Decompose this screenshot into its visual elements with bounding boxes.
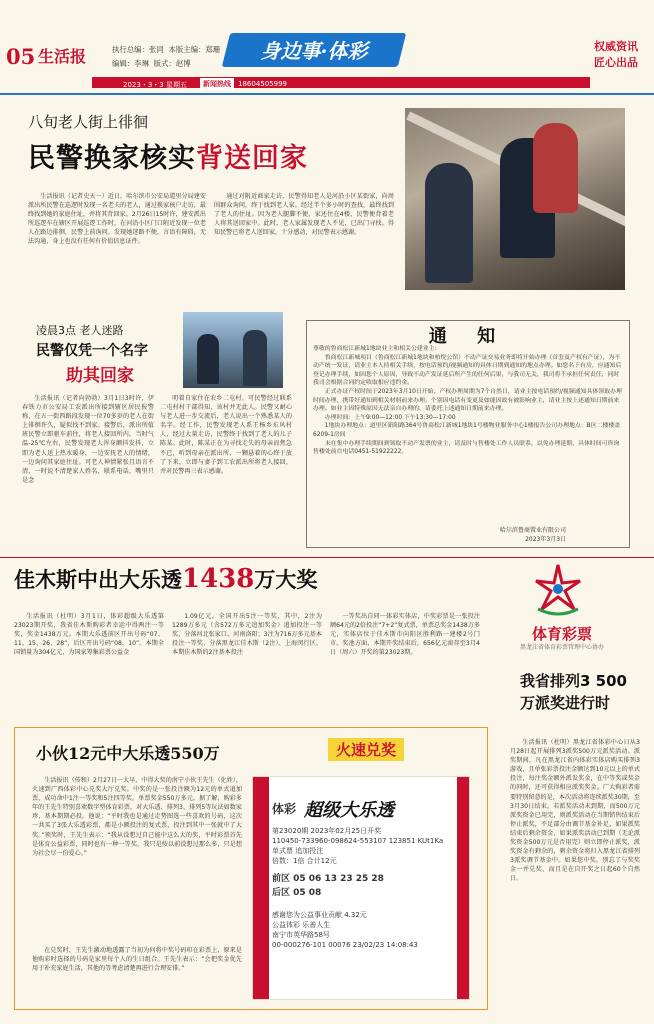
story1-col1: 生活报讯（记者史天一）近日，哈尔滨市公安局道里分局建安派出所民警在巡逻时发现一名老夫的老人，通过换家核户走访，最终找到她的家庭住址，并将其背回家。2月26日15时许，建安派出所巡逻车在辖区开展巡逻工作时，在河沿小区门口附近发现一位老人在路边徘徊，民警上前询问，发现她迷路不便，言语有障碍，无法沟通，身上也没有任何有价值信息证件。 xyxy=(28,193,206,246)
notice-para-2: 正式办证产权时间于2023年3月10日开始，产权办理周期为7个自然日，请业主按电话预约/视频通知具体领取办理时间办理，携带好通知到相关材料前来办理。个别因电话有变更及如能因故有被影响业主，请业主按上述通知日期前来办理。如业主因特殊原因无法亲自办理的，请委托上述通知日期前来办理。 xyxy=(313,388,622,413)
column-banner: 身边事·体彩 xyxy=(260,39,368,63)
notice-place: 1地块办理地点：道里区新阳路364号鲁商松江新城1地块1号楼物业服务中心1楼报告公司办理地点：B区二楼楼盖6209-1房间 xyxy=(313,423,621,438)
notice-date: 2023年3月3日 xyxy=(525,535,567,543)
sidebar-headline: 我省排列3 500万派奖进行时 xyxy=(520,672,627,712)
section-divider xyxy=(0,557,654,558)
ticket-line-7: 感谢您为公益事业贡献 4.32元 xyxy=(272,911,367,919)
notice-title: 通 知 xyxy=(428,326,508,347)
box-col2: 在兑奖时，王先生激动地透露了当初为何将中奖号码印在彩票上，原来是他购彩时选择的号码是家里每个人的生日组合。王先生表示：“会把奖金优先用于补充家庭生活，其他的等考虑清楚再进行合理安排。” xyxy=(32,947,242,973)
hotline-label: 新闻热线 xyxy=(200,78,234,90)
editor-in-charge: 本版主编：郑珊 xyxy=(168,45,221,54)
story1-headline-red: 背送回家 xyxy=(196,143,308,174)
slogan-line-1: 权威资讯 xyxy=(594,40,638,53)
story1-headline-black: 民警换家核实 xyxy=(28,143,196,174)
ticket-brand-2: 超级大乐透 xyxy=(304,800,394,821)
story3-headline-part1: 佳木斯中出大乐透 xyxy=(14,567,182,592)
hotline-number: 18604505999 xyxy=(238,80,287,88)
story3-headline xyxy=(14,564,317,594)
story3-col2: 1.09亿元。全国开出5注一等奖，其中，2注为1289万多元（含572万多元追加奖金）追加投注一等奖，分落河北张家口、河南洛阳；3注为716万多元基本投注一等奖，分落黑龙江佳木斯（2注）、上海闵行区。本期佳木斯的2注基本投注 xyxy=(172,613,322,657)
story1-col2: 通过对附近商家走访，民警得知老人是河沿小区某街家，向周围群众询问，终于找到老人家。经过半个多小时的查找，最终找到了老人的住址。因为老人腿脚不便，家还住在4楼，民警便背着老人将其送回家中。此时，老人家属发现老人不见，已出门寻找。得知民警已将老人送回家，十分感动，对民警表示感谢。 xyxy=(214,193,394,237)
notice-para-3: 未在集中办理手续期间到领取不动产发票的业主，请及时与售楼处工作人员联系，以免办理延期，具体时间可咨询售楼处前台电话0451-51922222。 xyxy=(313,440,620,456)
box-headline: 小伙12元中大乐透550万 xyxy=(36,744,220,763)
story3-headline-part2: 万大奖 xyxy=(254,567,318,592)
story3-headline-red: 1438 xyxy=(182,564,255,594)
slogan xyxy=(594,39,638,71)
ticket-line-10: 00-000276-101 00076 23/02/23 14:08:43 xyxy=(272,941,418,949)
sidebar-body: 生活报讯（杜明）黑龙江省体彩中心日从3月28日起开展排列3派奖500万元派奖活动。派奖期间，凡在黑龙江省内体彩实体店购买排列3游戏，且单张彩票投注金额达到10元以上的单式投注，每注奖金额外派发奖金，在中等奖或奖金的同时，还可获得相应派奖奖金。广大购彩者需要特别留意的是，本次活动将连续派奖30期，至3月30日结束。若派奖活动未到期，而500万元派奖资金已用完，则派奖活动在当期销售结束后停止派奖，不足部分由调节基金补足，如果派奖结束后剩余资金，如果派奖活动已到期（无论派奖资金500万元是否用完）则立即停止派奖，派奖资金有剩余的，剩余资金将归入黑龙江省排列3派奖调节基金中。如果您中奖，别忘了与奖奖金一并兑奖，而且是在自开奖之日起60个自然日。 xyxy=(510,739,640,883)
executive-editor: 执行总编：张同 xyxy=(112,45,164,54)
story2-photo xyxy=(183,312,283,388)
page-number: 05 xyxy=(6,44,36,69)
logo-subtitle: 黑龙江省体育彩票管理中心协办 xyxy=(519,644,604,651)
story3-col3: 一等奖出自同一体彩实体店，中奖彩票是一张投注额64元的2倍投注“7+2”复式票，单票总奖金1438万多元，实体店位于佳木斯市向阳区胜利路一建楼2号门市。奖池方面，本期开奖结束后，656亿元滚存至3月4日（周六）开奖的第23023期。 xyxy=(330,613,480,657)
notice-company: 哈尔滨鲁商置业有限公司 xyxy=(500,527,567,534)
newspaper-brand: 生活报 xyxy=(38,47,87,66)
notice-salutation: 尊敬的鲁商松江新城1地块业主和相关公建业主： xyxy=(313,346,441,352)
story2-col1: 生活报讯（记者向勃勃）3月1日3时许，伊春铁力市公安局工农派出所接到辖区居民报警称，在五一街西路段发现一位70多岁的老人在街上徘徊许久，疑似找不到家。接警后，派出所值班民警立即驱车前往，将老人接回所内。当时气温-25℃左右，民警发现老人浑身颤抖发抖，立即为老人送上热水暖身，一边安抚老人的情绪，一边询问其家庭住址。可老人神情紧张且语言不清，一时说不清楚家人姓名、联系电话，嘴里只是念 xyxy=(22,395,154,484)
story2-kicker: 凌晨3点 老人迷路 xyxy=(36,324,124,337)
ticket-line-9: 南宁市英华路58号 xyxy=(272,931,330,939)
ticket-line-1: 第23020期 2023年02月25日开奖 xyxy=(272,827,382,835)
editor: 编辑：李琳 xyxy=(112,59,149,68)
ticket-brand-1: 体彩 xyxy=(272,802,297,816)
ticket-details xyxy=(272,826,456,950)
story3-col1: 生活报讯（杜明）3月1日，体彩超级大乐透第23023期开奖，我省佳木斯购彩者幸运中得两注一等奖，奖金1438万元。本期大乐透前区开出号码“07、11、15、26、28”，后区开出号码“08、10”。本期全国销量为304亿元，为国家筹集彩票公益金 xyxy=(14,613,164,657)
box-col1: 生活报讯（传和）2月27日一大早，中得大奖的南宁小伙王先生（化姓），火速到广西体彩中心兑奖大厅兑奖。中奖的是一张投注额为12元的单式追加票，成功命中1注一等奖和5注四等奖，单票奖金550万多元。据了解，购彩多年的王先生特别喜欢数字型体育彩票，对大乐透、排列3、排列5等玩法如数家珍，基本期期必投。他说：“平时我也是通过走势图选一些喜欢的号码，这次一共买了3张大乐透彩票，都是小额投注的复式票，投注到其中一张就中了大奖。”领奖时，王先生表示：“我从没想过自己能中这么大的奖，平时彩票首先是体育公益彩票，同时也有一种一等奖，我只是按以前没想过那么多，只是想为社会尽一份爱心。” xyxy=(32,777,242,857)
notice-body xyxy=(313,345,625,545)
story1-headline xyxy=(28,136,308,175)
layout-editor: 版式：赵博 xyxy=(153,59,191,68)
ticket-line-2: 110450-733960-098624-553107 123851 KUt1Ka xyxy=(272,837,444,845)
story2-headline-2: 助其回家 xyxy=(66,366,134,386)
story2-headline-1: 民警仅凭一个名字 xyxy=(36,343,148,359)
story2-col2: 叨着自家住在农乡二屯村。可民警经过联系二屯村村干部得知，该村并无此人。民警又耐心与老人进一步交流后，老人说出一个熟悉某人的名字。经工作，民警发现老人系王杨乡东风村人，经过大量走访，民警终于找到了老人的儿子陈某。此时，陈某正在为寻找走失的母亲而焦急不已，听到母亲在派出所，一颗悬着的心终于放了下来，立即与妻子到工农派出所将老人接回，并对民警再三表示感谢。 xyxy=(160,395,292,475)
story1-photo xyxy=(405,108,625,290)
ticket-line-3: 单式票 追加投注 xyxy=(272,847,324,855)
logo-name: 体育彩票 xyxy=(531,625,592,643)
story1-kicker: 八旬老人街上徘徊 xyxy=(28,113,149,131)
credits-line-1 xyxy=(112,44,220,55)
ticket-front-numbers: 前区 05 06 13 23 25 28 xyxy=(272,874,384,884)
box-tag: 火速兑奖 xyxy=(328,738,404,761)
ticket-line-8: 公益体彩 乐善人生 xyxy=(272,921,331,929)
ticket-line-4: 倍数：1倍 合计12元 xyxy=(272,857,337,865)
issue-date: 2023・3・3 星期五 xyxy=(123,81,187,89)
sports-lottery-logo-icon xyxy=(528,561,588,619)
notice-hours: 办理时间：上午9:00—12:00 下午13:30—17:00 xyxy=(324,414,456,421)
credits-line-2 xyxy=(112,58,191,69)
slogan-line-2: 匠心出品 xyxy=(594,56,638,69)
notice-signature xyxy=(500,527,566,544)
notice-para-1: 鲁商松江新城项目（鲁商松江新城1地块和柏悦公馆）不动产证交易业务即将开始办理（首套及产权有产证），为不动产统一发证，请业主本人持相关手续，按电话预约/视频通知的具体日期到通知的地点办理。如您名下有房，应通知后登记办理手续，如因您个人原因，导致不动产发证延后所产生的任何后果，与我司无关，我司将不承担任何责任，同时我司会根据合同约定收取相应违约金。 xyxy=(313,354,622,387)
divider xyxy=(0,93,654,95)
ticket-back-numbers: 后区 05 08 xyxy=(272,888,322,898)
